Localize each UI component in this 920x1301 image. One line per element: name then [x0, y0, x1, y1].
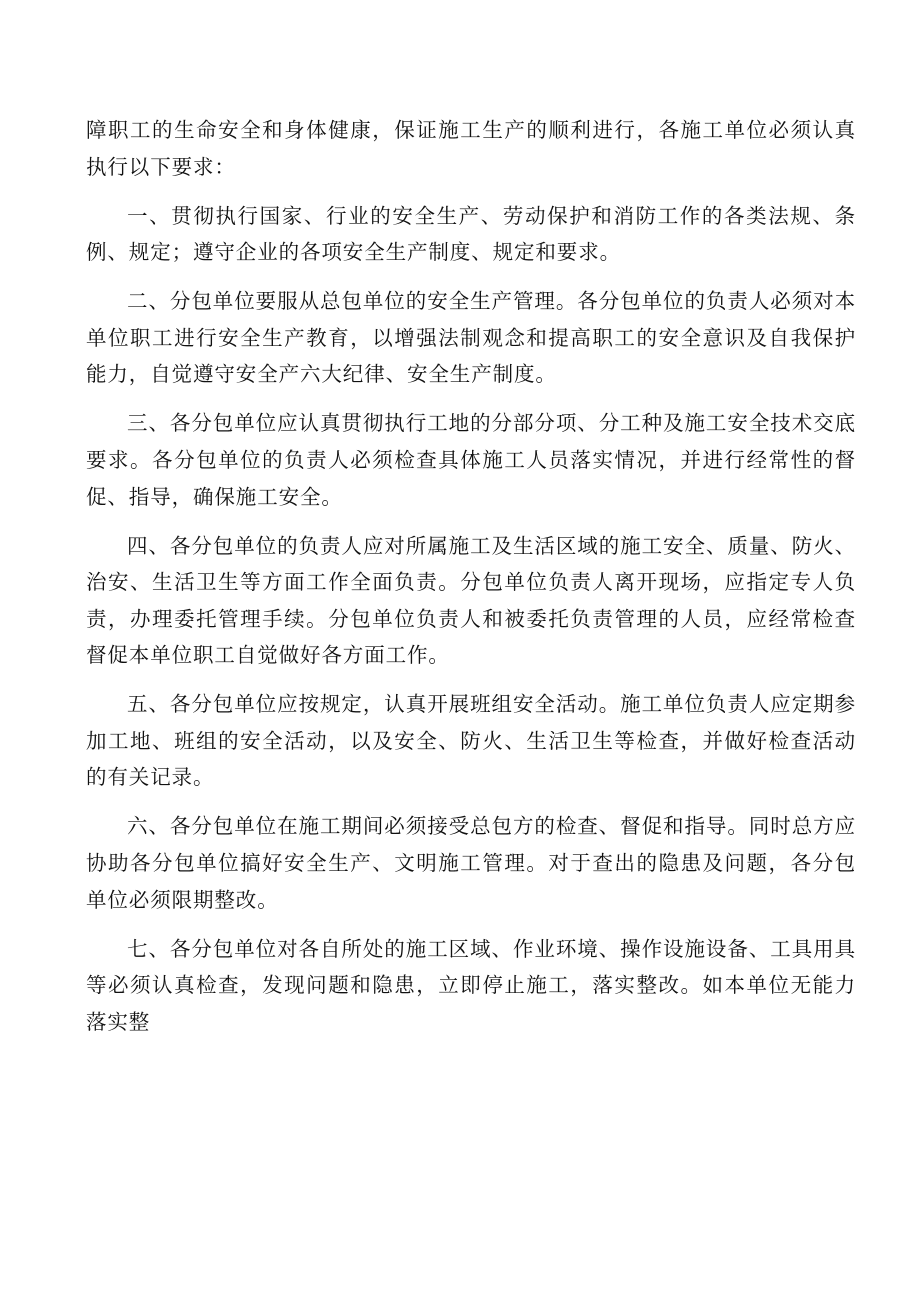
paragraph-item-2: 二、分包单位要服从总包单位的安全生产管理。各分包单位的负责人必须对本单位职工进行安全生产教育，以增强法制观念和提高职工的安全意识及自我保护能力，自觉遵守安全产六大纪律、安全生产制度。: [86, 289, 856, 387]
document-body: [86, 112, 856, 1040]
paragraph-item-3: 三、各分包单位应认真贯彻执行工地的分部分项、分工种及施工安全技术交底要求。各分包单位的负责人必须检查具体施工人员落实情况，并进行经常性的督促、指导，确保施工安全。: [86, 411, 856, 509]
paragraph-item-6: 六、各分包单位在施工期间必须接受总包方的检查、督促和指导。同时总方应协助各分包单位搞好安全生产、文明施工管理。对于查出的隐患及问题，各分包单位必须限期整改。: [86, 814, 856, 912]
paragraph-item-7: 七、各分包单位对各自所处的施工区域、作业环境、操作设施设备、工具用具等必须认真检查，发现问题和隐患，立即停止施工，落实整改。如本单位无能力落实整: [86, 936, 856, 1034]
paragraph-continuation: 障职工的生命安全和身体健康，保证施工生产的顺利进行，各施工单位必须认真执行以下要求：: [86, 118, 856, 179]
paragraph-item-1: 一、贯彻执行国家、行业的安全生产、劳动保护和消防工作的各类法规、条例、规定；遵守企业的各项安全生产制度、规定和要求。: [86, 203, 856, 265]
paragraph-item-4: 四、各分包单位的负责人应对所属施工及生活区域的施工安全、质量、防火、治安、生活卫生等方面工作全面负责。分包单位负责人离开现场，应指定专人负责，办理委托管理手续。分包单位负责人和被委托负责管理的人员，应经常检查督促本单位职工自觉做好各方面工作。: [86, 533, 856, 668]
paragraph-item-5: 五、各分包单位应按规定，认真开展班组安全活动。施工单位负责人应定期参加工地、班组的安全活动，以及安全、防火、生活卫生等检查，并做好检查活动的有关记录。: [86, 692, 856, 790]
